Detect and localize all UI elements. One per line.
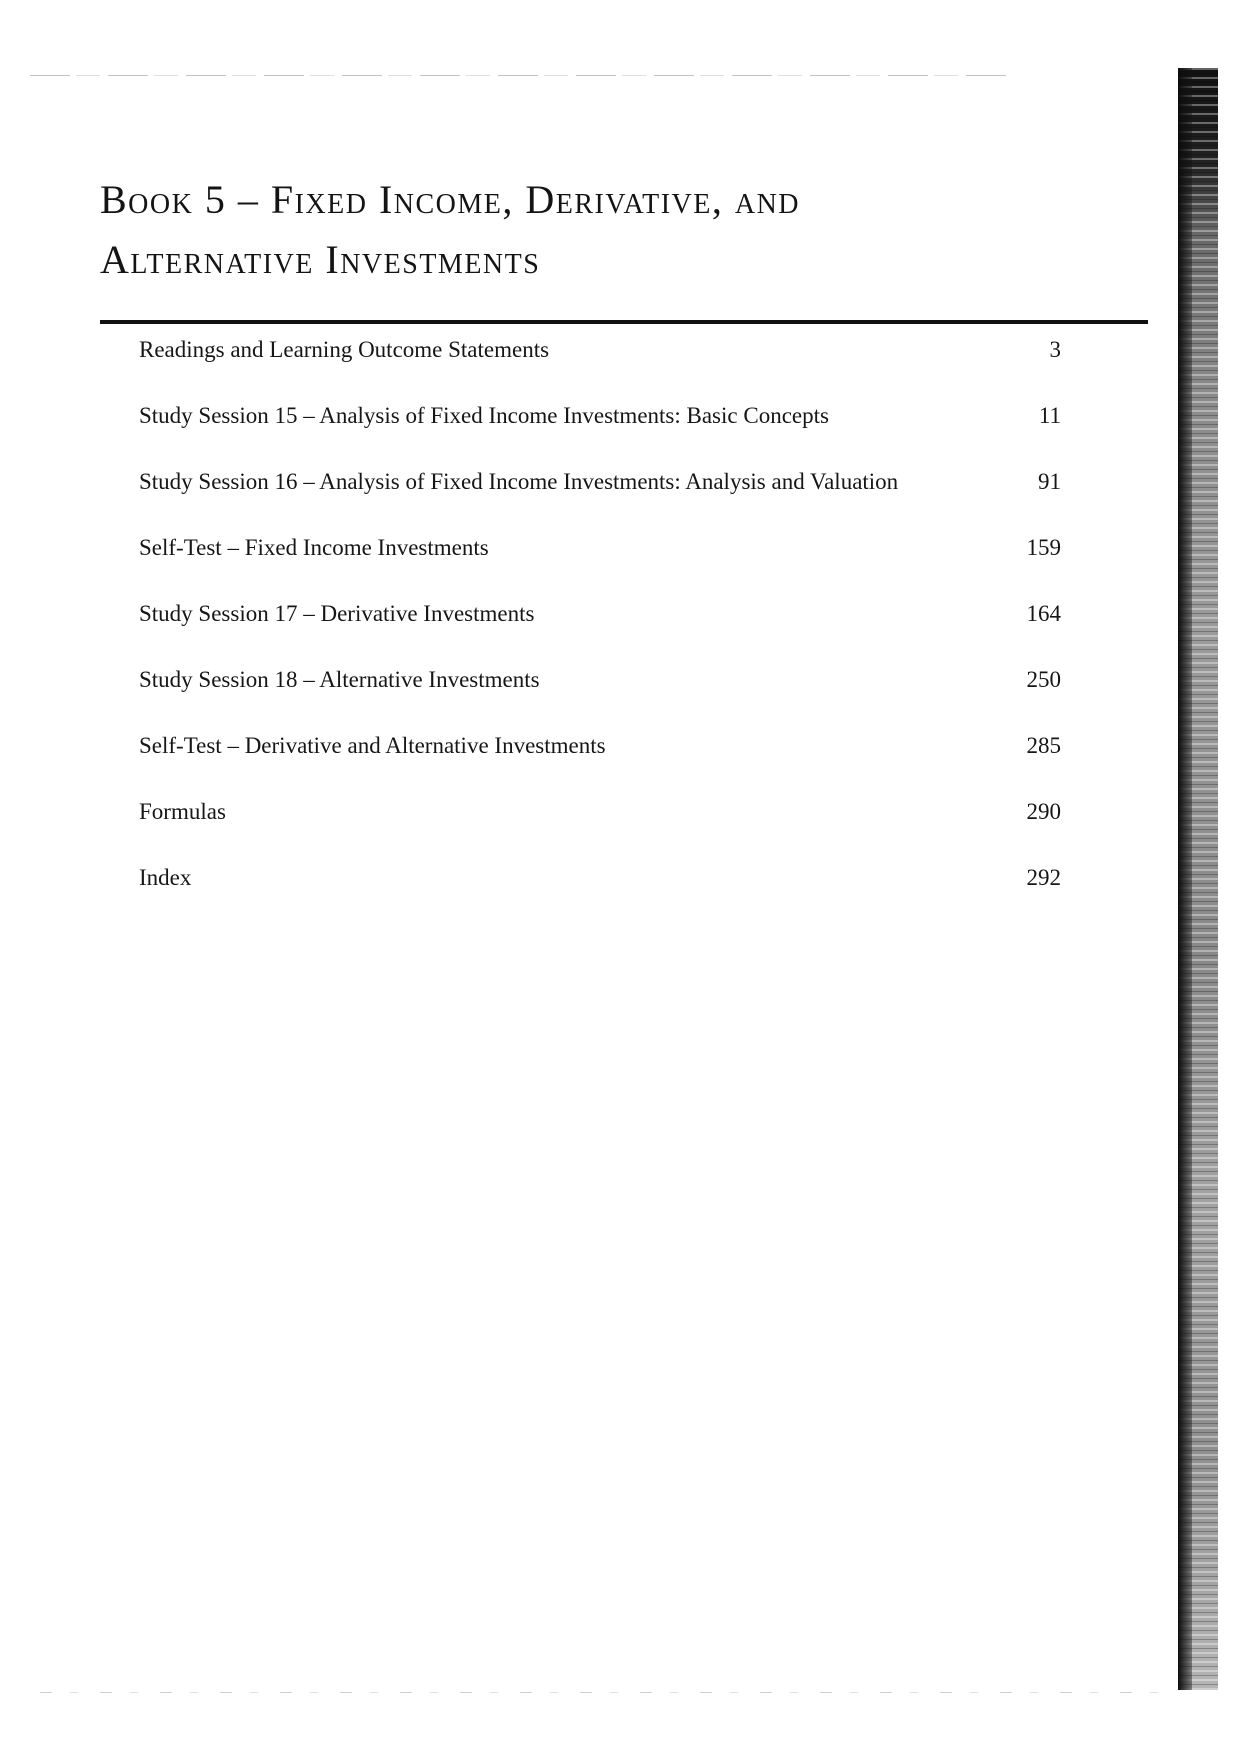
scanned-binding-edge <box>1178 68 1218 1690</box>
toc-entry-page-number: 159 <box>1026 535 1061 560</box>
toc-entry-study-session-18[interactable] <box>139 660 1061 726</box>
toc-entry-page-number: 11 <box>1038 403 1061 428</box>
toc-entry-title: Study Session 15 – Analysis of Fixed Income Investments: Basic Concepts <box>139 403 829 428</box>
toc-entry-page-number: 285 <box>1026 733 1061 758</box>
toc-entry-page-number: 164 <box>1026 601 1061 626</box>
scan-artifact-top <box>30 75 1010 76</box>
scan-artifact-bottom <box>40 1692 1180 1693</box>
toc-entry-title: Formulas <box>139 799 226 824</box>
toc-entry-self-test-fixed-income[interactable] <box>139 528 1061 594</box>
toc-entry-readings[interactable] <box>139 330 1061 396</box>
toc-entry-page-number: 250 <box>1026 667 1061 692</box>
book-title-line-1: Book 5 – Fixed Income, Derivative, and <box>100 177 801 222</box>
toc-entry-page-number: 292 <box>1026 865 1061 890</box>
toc-entry-title: Index <box>139 865 192 890</box>
toc-entry-study-session-17[interactable] <box>139 594 1061 660</box>
toc-entry-title: Study Session 17 – Derivative Investments <box>139 601 535 626</box>
toc-entry-page-number: 3 <box>1049 337 1061 362</box>
toc-entry-title: Study Session 18 – Alternative Investments <box>139 667 540 692</box>
toc-entry-formulas[interactable] <box>139 792 1061 858</box>
toc-entry-self-test-derivative[interactable] <box>139 726 1061 792</box>
toc-entry-title: Self-Test – Derivative and Alternative Investments <box>139 733 606 758</box>
toc-entry-page-number: 91 <box>1038 469 1061 494</box>
table-of-contents <box>139 330 1061 924</box>
toc-entry-title: Self-Test – Fixed Income Investments <box>139 535 489 560</box>
toc-entry-study-session-16[interactable] <box>139 462 1061 528</box>
title-divider <box>100 320 1148 324</box>
toc-entry-study-session-15[interactable] <box>139 396 1061 462</box>
toc-entry-index[interactable] <box>139 858 1061 924</box>
book-title <box>100 170 1160 290</box>
book-title-line-2: Alternative Investments <box>100 237 541 282</box>
toc-entry-page-number: 290 <box>1026 799 1061 824</box>
toc-entry-title: Readings and Learning Outcome Statements <box>139 337 550 362</box>
toc-entry-title: Study Session 16 – Analysis of Fixed Income Investments: Analysis and Valuation <box>139 469 899 494</box>
